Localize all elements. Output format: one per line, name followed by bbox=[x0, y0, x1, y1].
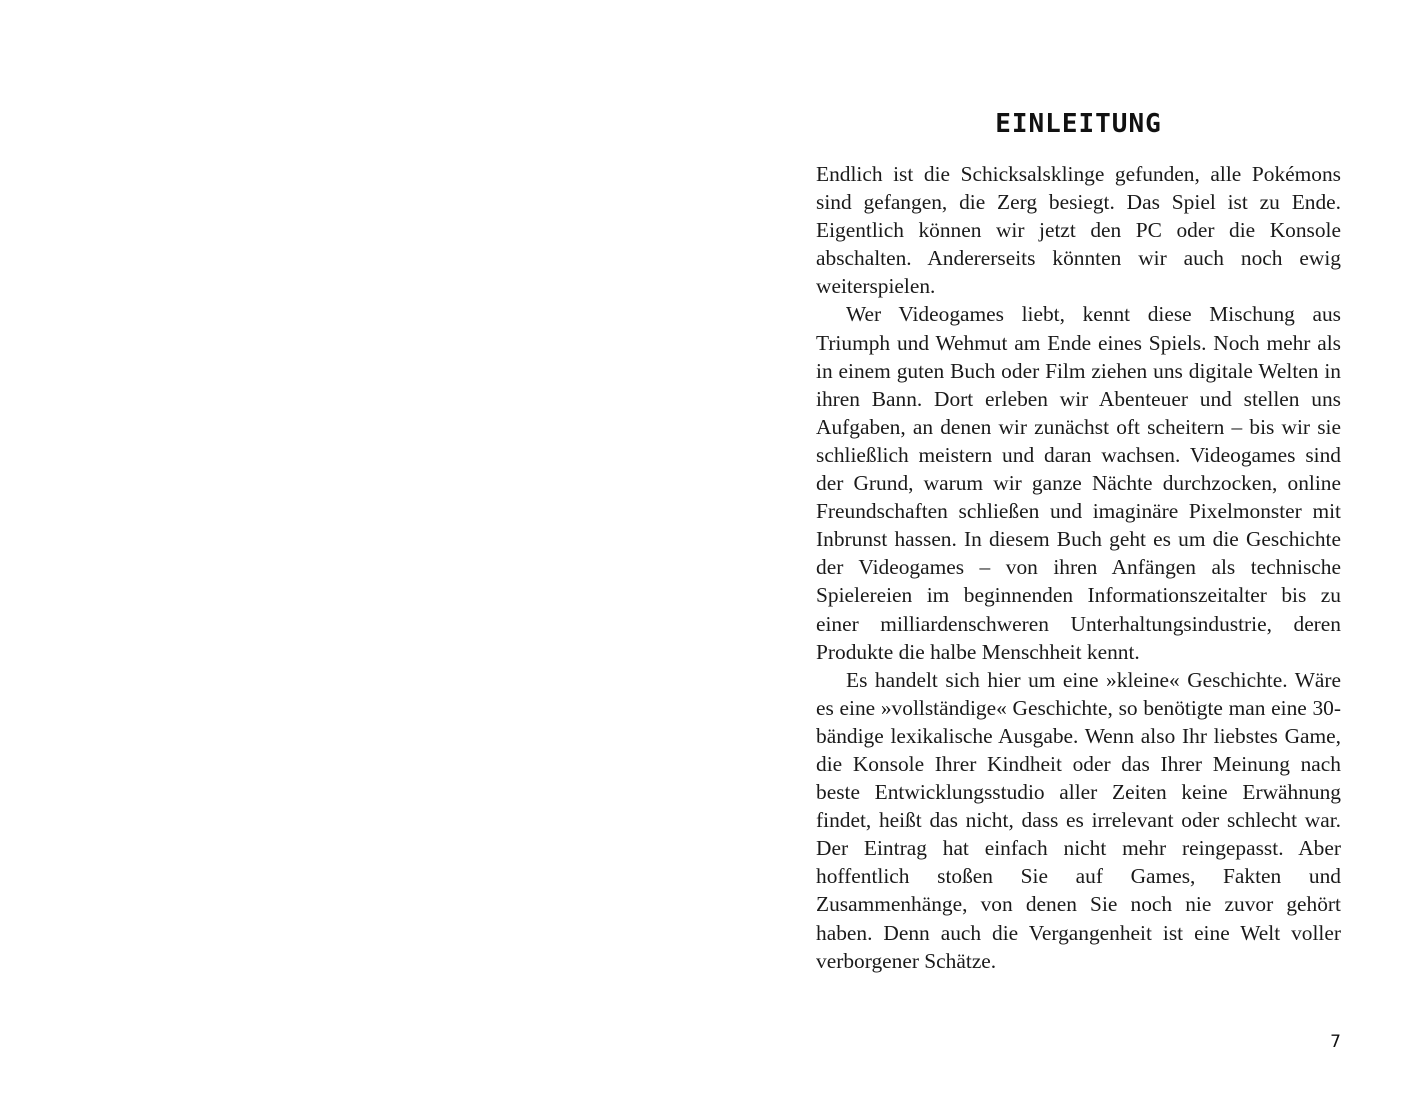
paragraph-2: Wer Videogames liebt, kennt diese Mischung aus Triumph und Wehmut am Ende eines Spiels. Noch mehr als in einem guten Buch oder Film ziehen uns digitale Welten in ihren Bann. Dort erleben wir Abenteuer und stellen uns Aufgaben, an denen wir zunächst oft scheitern – bis wir sie schließlich meistern und daran wachsen. Videogames sind der Grund, warum wir ganze Nächte durchzocken, online Freundschaften schließen und imaginäre Pixelmonster mit Inbrunst hassen. In diesem Buch geht es um die Geschichte der Videogames – von ihren Anfängen als technische Spielereien im beginnenden Informationszeitalter bis zu einer milliardenschweren Unterhaltungsindustrie, deren Produkte die halbe Menschheit kennt. bbox=[816, 302, 1341, 664]
left-page-blank bbox=[0, 0, 708, 1104]
paragraph-1: Endlich ist die Schicksalsklinge gefunden, alle Pokémons sind gefangen, die Zerg besiegt. Das Spiel ist zu Ende. Eigentlich können wir jetzt den PC oder die Konsole abschalten. Andererseits könnten wir auch noch ewig weiterspielen. bbox=[816, 162, 1341, 299]
page-number: 7 bbox=[1330, 1032, 1341, 1052]
body-text bbox=[816, 160, 1341, 975]
right-page bbox=[708, 0, 1417, 1104]
chapter-title: EINLEITUNG bbox=[995, 109, 1162, 139]
paragraph-3: Es handelt sich hier um eine »kleine« Geschichte. Wäre es eine »vollständige« Geschichte, so benötigte man eine 30-bändige lexikalische Ausgabe. Wenn also Ihr liebstes Game, die Konsole Ihrer Kindheit oder das Ihrer Meinung nach beste Entwicklungsstudio aller Zeiten keine Erwähnung findet, heißt das nicht, dass es irrelevant oder schlecht war. Der Eintrag hat einfach nicht mehr reingepasst. Aber hoffentlich stoßen Sie auf Games, Fakten und Zusammenhänge, von denen Sie noch nie zuvor gehört haben. Denn auch die Vergangenheit ist eine Welt voller verborgener Schätze. bbox=[816, 667, 1341, 973]
